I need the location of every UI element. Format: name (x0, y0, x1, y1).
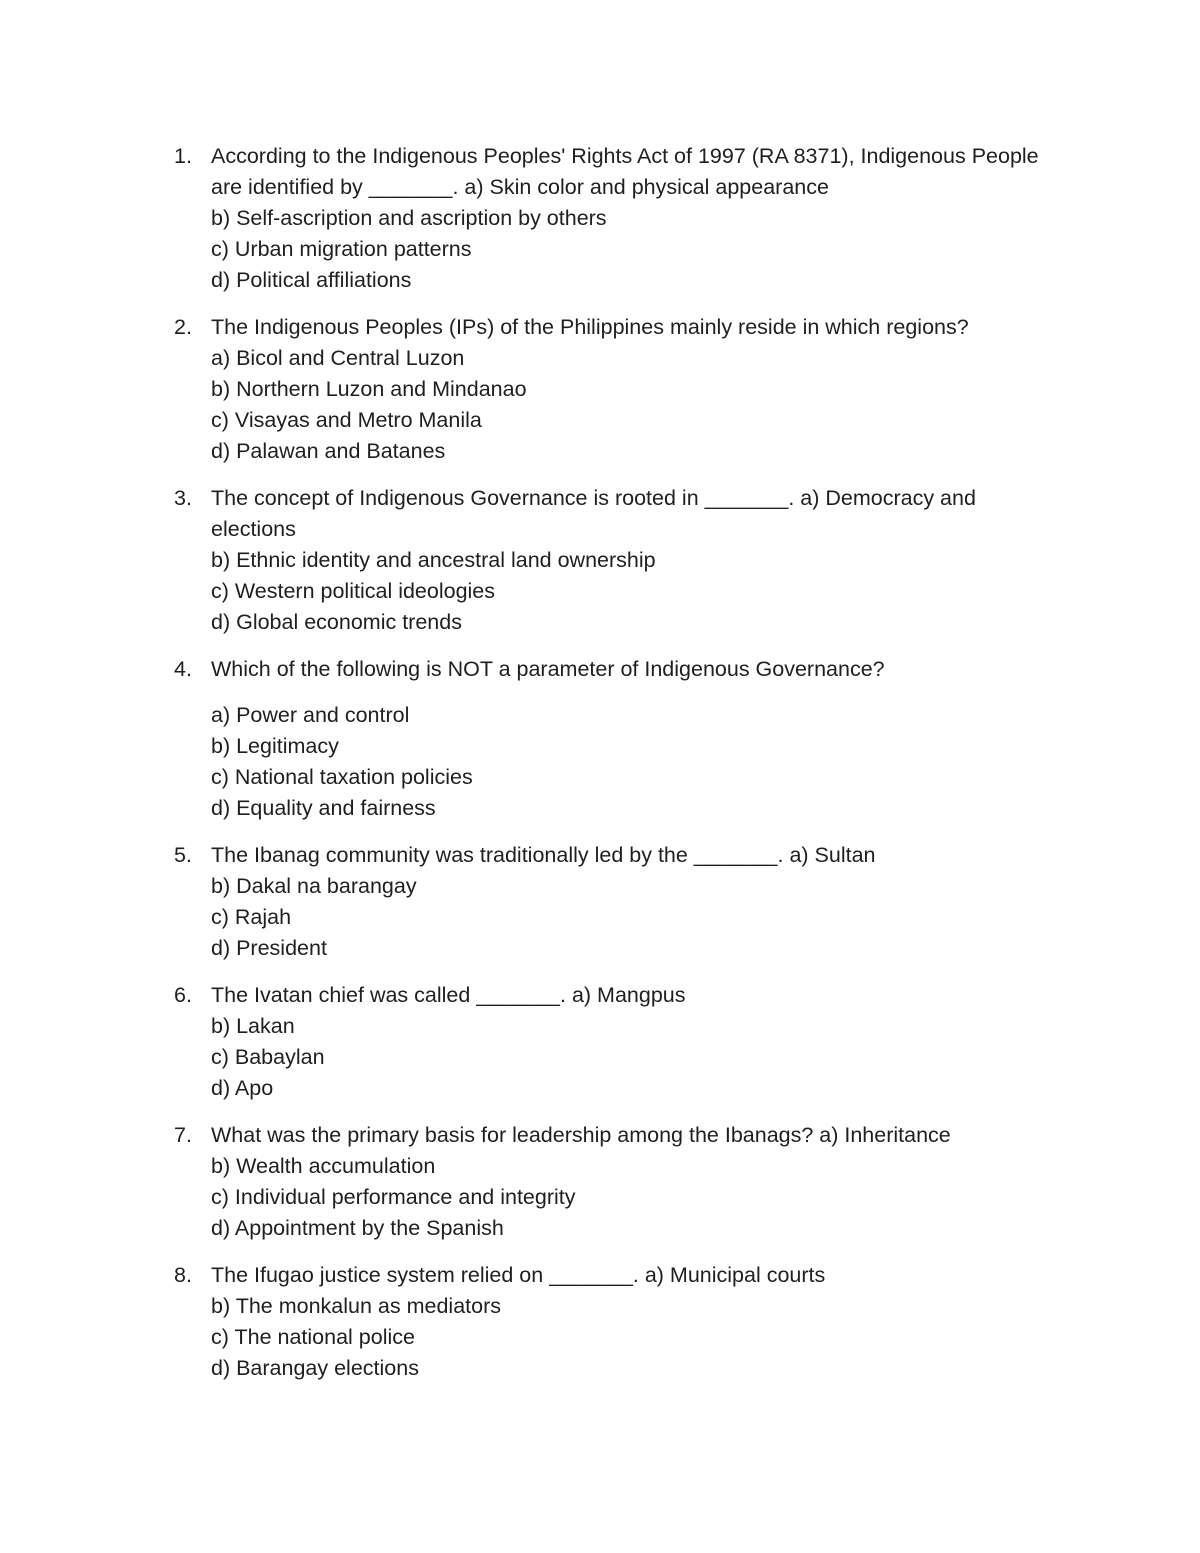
answer-option: b) Dakal na barangay (211, 874, 417, 898)
question-text: The Indigenous Peoples (IPs) of the Philippines mainly reside in which regions? (211, 315, 969, 339)
answer-option: b) Wealth accumulation (211, 1154, 436, 1178)
answer-option: b) Self-ascription and ascription by others (211, 206, 607, 230)
question-8 (174, 1260, 1064, 1384)
question-4 (174, 654, 1064, 824)
answer-option: c) Rajah (211, 905, 292, 929)
answer-option: b) The monkalun as mediators (211, 1294, 501, 1318)
answer-option: a) Bicol and Central Luzon (211, 346, 465, 370)
question-text: The Ivatan chief was called _______. a) Mangpus (211, 983, 686, 1007)
question-number: 2. (174, 315, 192, 339)
answer-option: d) Global economic trends (211, 610, 462, 634)
question-text: The Ibanag community was traditionally led by the _______. a) Sultan (211, 843, 876, 867)
answer-option: c) Visayas and Metro Manila (211, 408, 482, 432)
question-number: 6. (174, 983, 192, 1007)
answer-option: b) Lakan (211, 1014, 295, 1038)
question-number: 3. (174, 486, 192, 510)
question-2 (174, 312, 1064, 467)
question-1 (174, 141, 1064, 296)
question-text: Which of the following is NOT a parameter of Indigenous Governance? (211, 657, 885, 681)
answer-option: d) Political affiliations (211, 268, 412, 292)
question-number: 1. (174, 144, 192, 168)
question-7 (174, 1120, 1064, 1244)
question-number: 5. (174, 843, 192, 867)
question-5 (174, 840, 1064, 964)
question-number: 7. (174, 1123, 192, 1147)
answer-option: a) Power and control (211, 703, 410, 727)
answer-option: d) Palawan and Batanes (211, 439, 446, 463)
answer-option: b) Legitimacy (211, 734, 339, 758)
question-text: According to the Indigenous Peoples' Rights Act of 1997 (RA 8371), Indigenous People are identified by _______. a) Skin color and physical appearance (211, 144, 1039, 199)
question-number: 8. (174, 1263, 192, 1287)
question-3 (174, 483, 1064, 638)
question-text: The concept of Indigenous Governance is rooted in _______. a) Democracy and elections (211, 486, 976, 541)
question-number: 4. (174, 657, 192, 681)
answer-option: d) Apo (211, 1076, 274, 1100)
answer-option: c) Babaylan (211, 1045, 325, 1069)
answer-option: c) National taxation policies (211, 765, 473, 789)
question-list (174, 141, 1064, 1384)
answer-option: c) Individual performance and integrity (211, 1185, 576, 1209)
answer-option: c) Urban migration patterns (211, 237, 472, 261)
question-6 (174, 980, 1064, 1104)
answer-option: d) Barangay elections (211, 1356, 419, 1380)
question-text: The Ifugao justice system relied on _______. a) Municipal courts (211, 1263, 826, 1287)
answer-option: b) Ethnic identity and ancestral land ownership (211, 548, 656, 572)
answer-option: d) Appointment by the Spanish (211, 1216, 504, 1240)
answer-option: d) Equality and fairness (211, 796, 436, 820)
answer-option: d) President (211, 936, 327, 960)
answer-option: b) Northern Luzon and Mindanao (211, 377, 527, 401)
answer-option: c) Western political ideologies (211, 579, 496, 603)
answer-option: c) The national police (211, 1325, 415, 1349)
question-text: What was the primary basis for leadership among the Ibanags? a) Inheritance (211, 1123, 951, 1147)
